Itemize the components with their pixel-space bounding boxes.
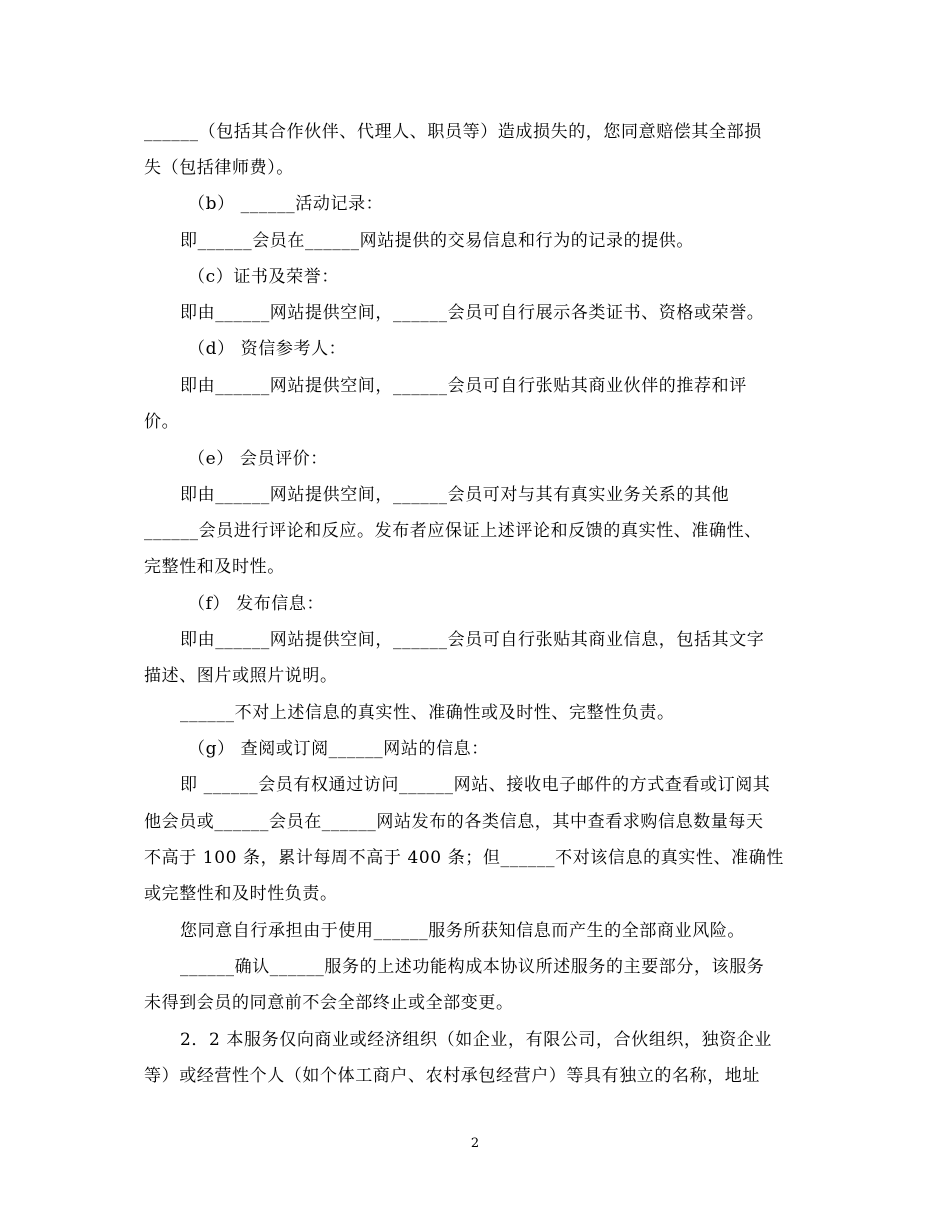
paragraph-line: 他会员或______会员在______网站发布的各类信息，其中查看求购信息数量每天 (144, 812, 764, 832)
paragraph-line: 即______会员在______网站提供的交易信息和行为的记录的提供。 (180, 231, 694, 251)
paragraph-line: ______会员进行评论和反应。发布者应保证上述评论和反馈的真实性、准确性、 (144, 521, 762, 541)
paragraph-line: 即由______网站提供空间，______会员可自行张贴其商业信息，包括其文字 (180, 630, 765, 650)
page-number: 2 (470, 1136, 480, 1151)
paragraph-line: 不高于 100 条，累计每周不高于 400 条；但______不对该信息的真实性、准确性 (144, 848, 784, 868)
section-heading-d: （d） 资信参考人： (188, 339, 347, 359)
paragraph-line: 即由______网站提供空间，______会员可对与其有真实业务关系的其他 (180, 485, 730, 505)
paragraph-line: 即 ______会员有权通过访问______网站、接收电子邮件的方式查看或订阅其 (180, 775, 771, 795)
section-heading-c: （c）证书及荣誉： (188, 267, 339, 287)
paragraph-line: 等）或经营性个人（如个体工商户、农村承包经营户）等具有独立的名称，地址 (144, 1066, 760, 1086)
paragraph-line: 描述、图片或照片说明。 (144, 666, 338, 686)
paragraph-line: 即由______网站提供空间，______会员可自行展示各类证书、资格或荣誉。 (180, 303, 765, 323)
section-heading-e: （e） 会员评价： (188, 449, 328, 469)
paragraph-line: 价。 (144, 412, 180, 432)
section-heading-g: （g） 查阅或订阅______网站的信息： (188, 739, 489, 759)
paragraph-line: ______不对上述信息的真实性、准确性或及时性、完整性负责。 (180, 703, 675, 723)
paragraph-line: 或完整性和及时性负责。 (144, 884, 338, 904)
section-heading-b: （b） ______活动记录： (188, 194, 384, 214)
paragraph-line: ______（包括其合作伙伴、代理人、职员等）造成损失的，您同意赔偿其全部损 (144, 122, 762, 142)
section-heading-f: （f） 发布信息： (188, 594, 325, 614)
paragraph-line: 失（包括律师费）。 (144, 158, 294, 178)
paragraph-line: 2．2 本服务仅向商业或经济组织（如企业，有限公司，合伙组织，独资企业 (180, 1030, 773, 1050)
paragraph-line: 您同意自行承担由于使用______服务所获知信息而产生的全部商业风险。 (180, 921, 745, 941)
paragraph-line: ______确认______服务的上述功能构成本协议所述服务的主要部分，该服务 (180, 957, 765, 977)
paragraph-line: 未得到会员的同意前不会全部终止或全部变更。 (144, 993, 514, 1013)
paragraph-line: 完整性和及时性。 (144, 557, 285, 577)
paragraph-line: 即由______网站提供空间，______会员可自行张贴其商业伙伴的推荐和评 (180, 376, 747, 396)
